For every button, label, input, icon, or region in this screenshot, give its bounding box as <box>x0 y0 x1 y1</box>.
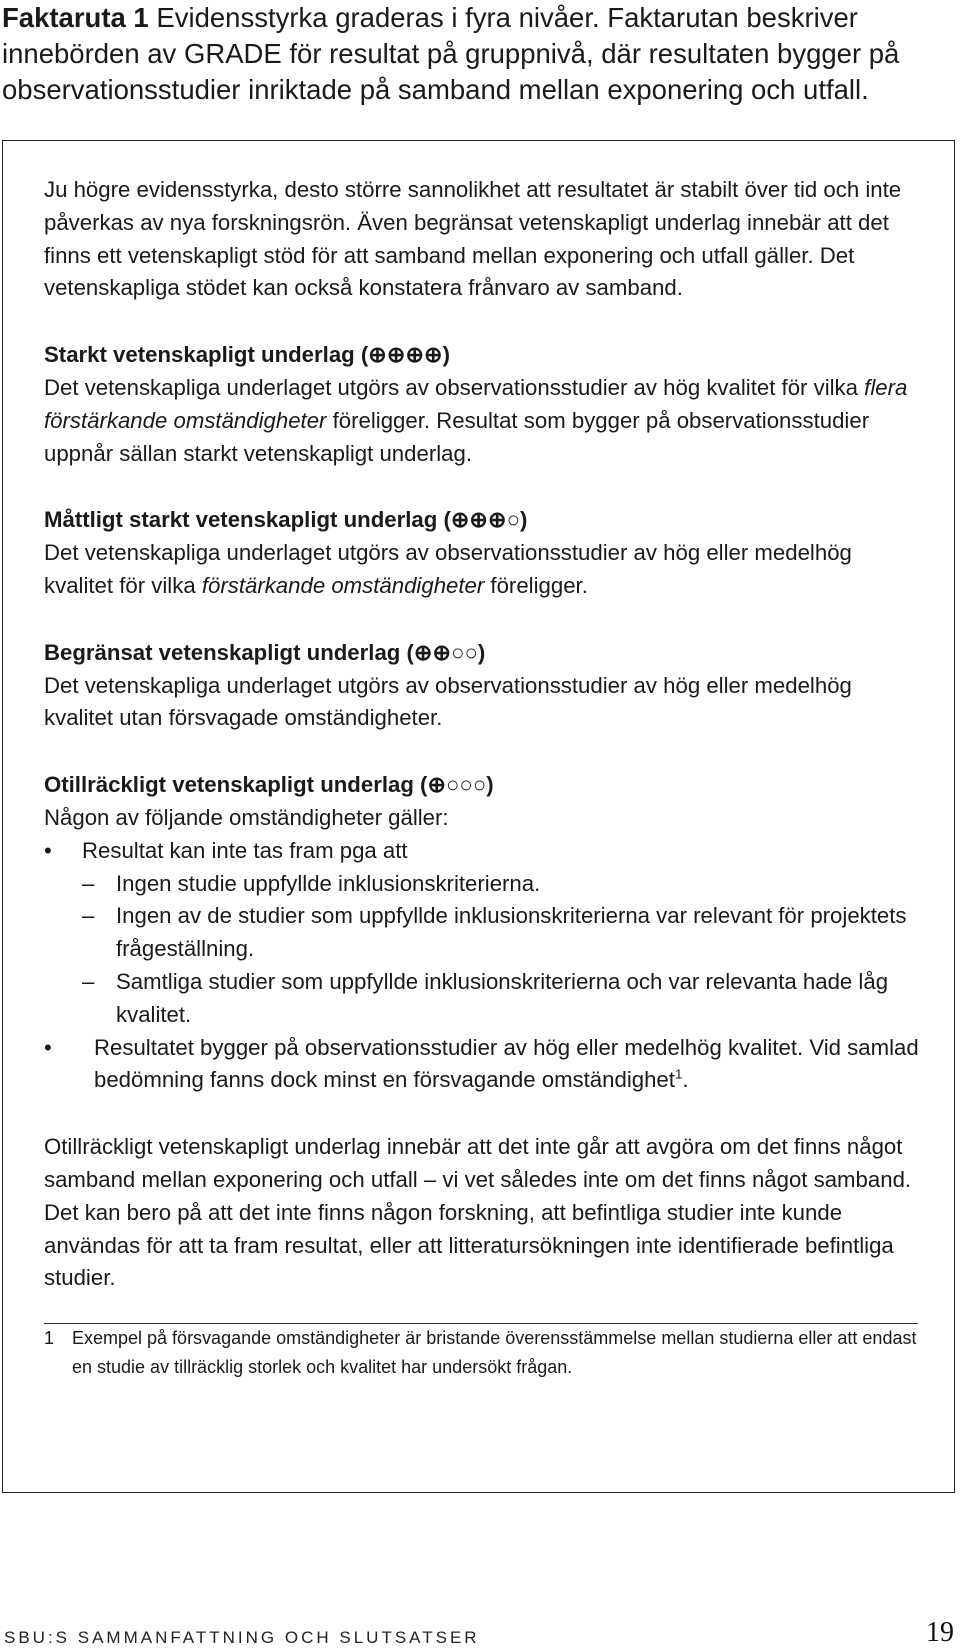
fact-box <box>2 140 955 1493</box>
dash-mark: – <box>82 870 95 896</box>
sub-list-item <box>44 966 924 1032</box>
footnote <box>44 1324 924 1382</box>
conclusion-paragraph: Otillräckligt vetenskapligt underlag innebär att det inte går att avgöra om det finns något samband mellan exponering och utfall – vi vet således inte om det finns något samband. Det kan bero på att det inte finns någon forskning, att befintliga studier inte kunde användas för att ta fram resultat, eller att litteratursökningen inte identifierade befintliga studier. <box>44 1134 912 1291</box>
level-limited-body: Det vetenskapliga underlaget utgörs av observationsstudier av hög eller medelhög kvalitet utan försvagade omständigheter. <box>44 672 852 731</box>
bullet-mark: • <box>44 1034 52 1060</box>
dash-mark: – <box>82 903 95 929</box>
level-moderate-body-post: föreligger. <box>484 572 588 598</box>
level-strong <box>44 339 924 470</box>
page-number: 19 <box>926 1617 954 1648</box>
running-footer-title: SBU:S SAMMANFATTNING OCH SLUTSATSER <box>4 1628 480 1647</box>
list-item-end: . <box>682 1067 689 1093</box>
dash-mark: – <box>82 968 95 994</box>
level-moderate <box>44 504 924 602</box>
list-item-text: Resultat kan inte tas fram pga att <box>82 837 408 863</box>
level-insufficient-heading: Otillräckligt vetenskapligt underlag (⊕○○○) <box>44 772 494 798</box>
level-moderate-body-emphasis: förstärkande omständigheter <box>201 572 485 598</box>
insufficient-criteria-list <box>44 835 924 1097</box>
level-strong-body-emphasis: flera förstärkande omständigheter <box>44 374 908 433</box>
level-strong-body-pre: Det vetenskapliga underlaget utgörs av observationsstudier av hög kvalitet för vilka <box>44 374 865 400</box>
level-strong-body-post: föreligger. Resultat som bygger på observationsstudier uppnår sällan starkt vetenskapligt underlag. <box>44 407 870 466</box>
sub-list-item <box>44 868 924 901</box>
footnote-reference: 1 <box>674 1066 683 1082</box>
caption-text: Evidensstyrka graderas i fyra nivåer. Faktarutan beskriver innebörden av GRADE för resultat på gruppnivå, där resultaten bygger på observationsstudier inriktade på samband mellan exponering och utfall. <box>2 2 900 105</box>
footnote-text: Exempel på försvagande omständigheter är bristande överensstämmelse mellan studierna eller att endast en studie av tillräcklig storlek och kvalitet har undersökt frågan. <box>72 1328 917 1378</box>
sub-list-item-text: Samtliga studier som uppfyllde inklusionskriterierna och var relevanta hade låg kvalitet. <box>116 968 889 1027</box>
sub-list-item-text: Ingen studie uppfyllde inklusionskriterierna. <box>116 870 541 896</box>
intro-paragraph: Ju högre evidensstyrka, desto större sannolikhet att resultatet är stabilt över tid och inte påverkas av nya forskningsrön. Även begränsat vetenskapligt underlag innebär att det finns ett vetenskapligt stöd för att samband mellan exponering och utfall gäller. Det vetenskapliga stödet kan också konstatera frånvaro av samband. <box>44 177 902 301</box>
level-strong-heading: Starkt vetenskapligt underlag (⊕⊕⊕⊕) <box>44 342 451 368</box>
level-moderate-body-pre: Det vetenskapliga underlaget utgörs av observationsstudier av hög eller medelhög kvalitet för vilka <box>44 540 852 598</box>
level-limited-heading: Begränsat vetenskapligt underlag (⊕⊕○○) <box>44 639 486 665</box>
list-item <box>44 835 924 868</box>
list-item <box>44 1032 924 1098</box>
sub-list-item <box>44 900 924 966</box>
caption-label: Faktaruta 1 <box>2 2 149 33</box>
sub-list-item-text: Ingen av de studier som uppfyllde inklusionskriterierna var relevant för projektets frågeställning. <box>116 903 907 962</box>
level-limited <box>44 637 924 735</box>
level-insufficient-body: Någon av följande omständigheter gäller: <box>44 804 449 830</box>
level-insufficient <box>44 769 924 835</box>
fact-box-caption <box>2 0 952 108</box>
bullet-mark: • <box>44 837 52 863</box>
footnote-number: 1 <box>44 1328 55 1349</box>
list-item-text: Resultatet bygger på observationsstudier av hög eller medelhög kvalitet. Vid samlad bedömning fanns dock minst en försvagande omständighet <box>94 1034 919 1093</box>
level-moderate-heading: Måttligt starkt vetenskapligt underlag (⊕⊕⊕○) <box>44 507 528 533</box>
fact-box-content <box>44 174 924 1382</box>
